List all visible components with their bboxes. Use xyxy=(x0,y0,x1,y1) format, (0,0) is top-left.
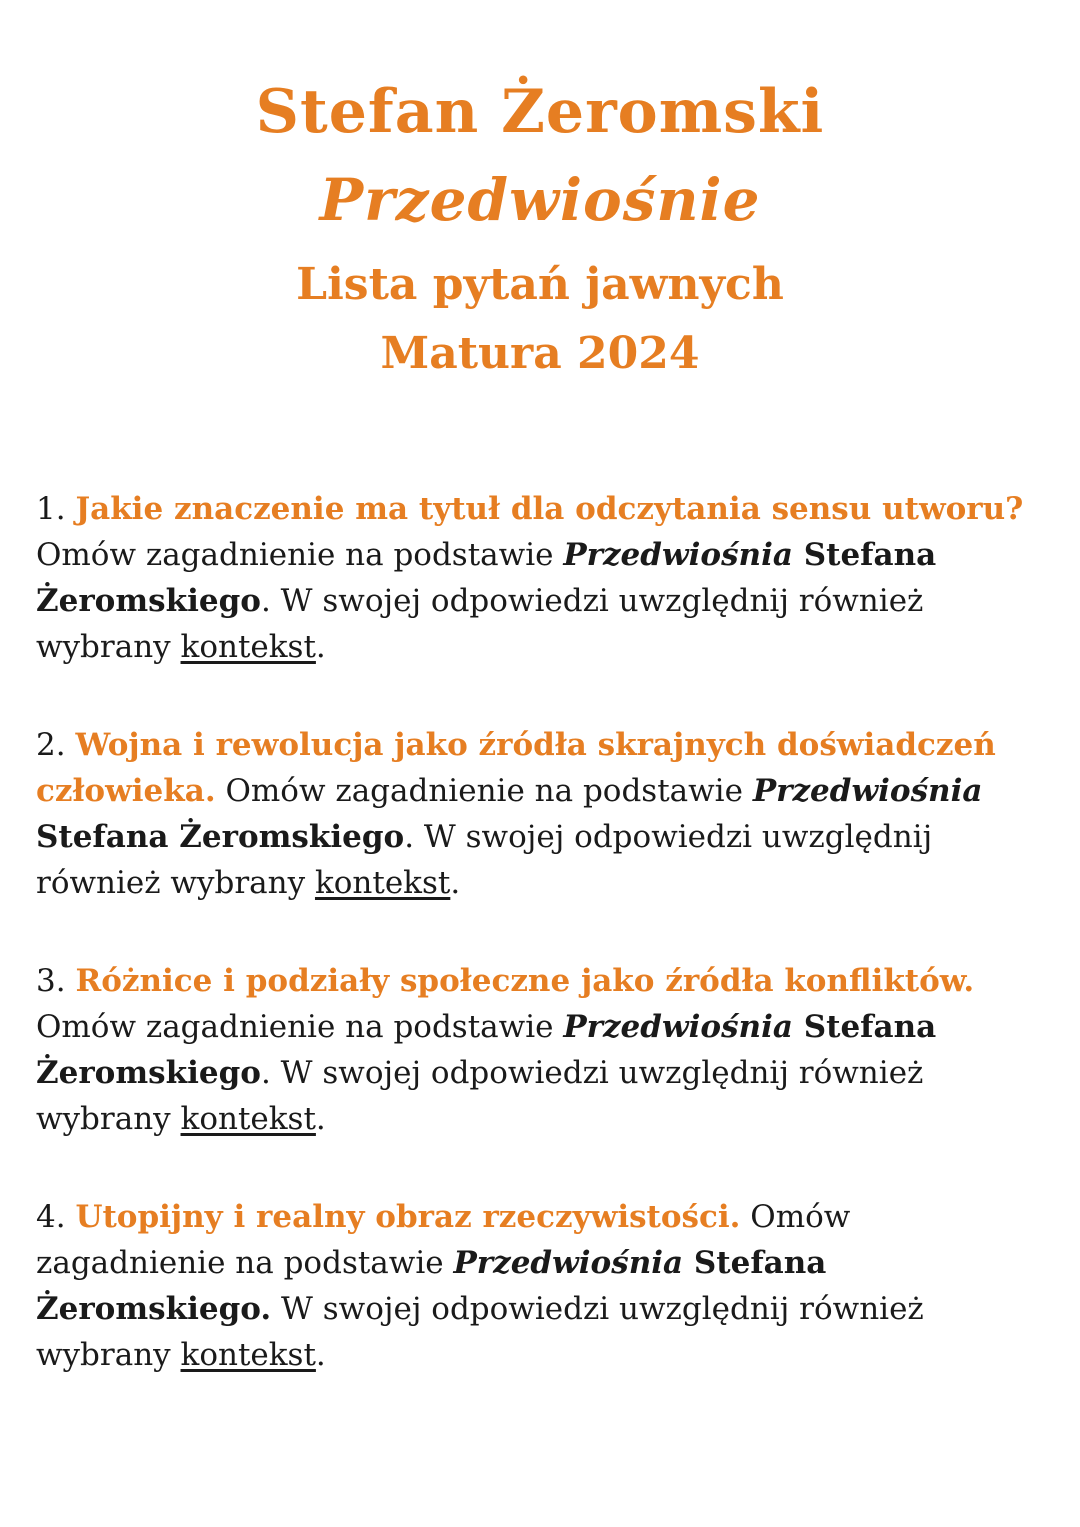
question-number: 2. xyxy=(36,727,66,763)
question-list xyxy=(36,486,1036,1430)
question-author: Stefana Żeromskiego xyxy=(36,1009,937,1091)
context-link[interactable]: kontekst xyxy=(180,1337,316,1373)
question-2 xyxy=(36,722,1036,906)
question-prompt: Omów zagadnienie na podstawie xyxy=(36,1199,851,1281)
context-link[interactable]: kontekst xyxy=(314,865,451,901)
question-work: Przedwiośnia xyxy=(563,1009,793,1045)
title-block xyxy=(0,70,1080,384)
question-author: Stefana Żeromskiego. xyxy=(36,1245,827,1327)
question-instruction: . W swojej odpowiedzi uwzględnij również wybrany xyxy=(36,583,924,665)
exam-title: Matura 2024 xyxy=(380,328,700,379)
question-heading: Różnice i podziały społeczne jako źródła konfliktów. xyxy=(75,963,975,999)
question-instruction: W swojej odpowiedzi uwzględnij również wybrany xyxy=(36,1291,924,1373)
question-work: Przedwiośnia xyxy=(453,1245,684,1281)
context-link[interactable]: kontekst xyxy=(180,629,316,665)
work-title: Przedwiośnie xyxy=(319,166,761,234)
question-number: 1. xyxy=(36,491,66,527)
question-1 xyxy=(36,486,1036,670)
question-author: Stefana Żeromskiego xyxy=(36,537,937,619)
question-heading: Jakie znaczenie ma tytuł dla odczytania sensu utworu? xyxy=(75,491,1024,527)
question-heading: Wojna i rewolucja jako źródła skrajnych doświadczeń człowieka. xyxy=(36,727,996,809)
question-heading: Utopijny i realny obraz rzeczywistości. xyxy=(75,1199,741,1235)
question-prompt: Omów zagadnienie na podstawie xyxy=(36,537,564,573)
question-end: . xyxy=(315,1101,326,1137)
list-title: Lista pytań jawnych xyxy=(296,259,784,310)
question-work: Przedwiośnia xyxy=(563,537,793,573)
question-4 xyxy=(36,1194,1036,1378)
question-end: . xyxy=(315,1337,326,1373)
question-number: 3. xyxy=(36,963,66,999)
question-end: . xyxy=(450,865,461,901)
question-author: Stefana Żeromskiego xyxy=(36,819,405,855)
question-work: Przedwiośnia xyxy=(752,773,983,809)
question-number: 4. xyxy=(36,1199,66,1235)
context-link[interactable]: kontekst xyxy=(180,1101,316,1137)
question-prompt: Omów zagadnienie na podstawie xyxy=(36,1009,564,1045)
author-title: Stefan Żeromski xyxy=(255,77,825,147)
question-end: . xyxy=(315,629,326,665)
question-3 xyxy=(36,958,1036,1142)
question-prompt: Omów zagadnienie na podstawie xyxy=(215,773,753,809)
question-instruction: . W swojej odpowiedzi uwzględnij również wybrany xyxy=(36,1055,924,1137)
question-instruction: . W swojej odpowiedzi uwzględnij również wybrany xyxy=(36,819,933,901)
